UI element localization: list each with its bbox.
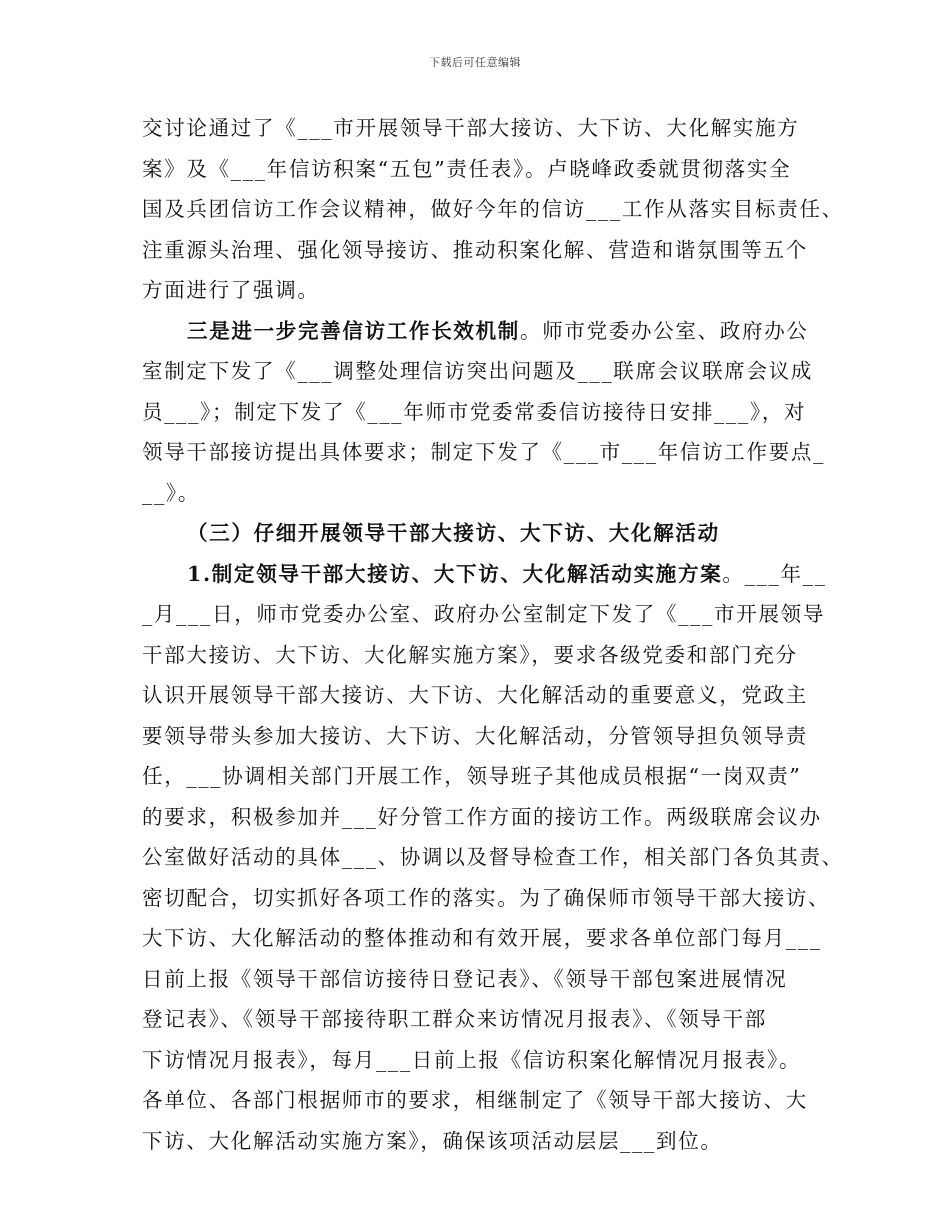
text-line: 国及兵团信访工作会议精神，做好今年的信访___工作从落实目标责任、 — [142, 197, 844, 221]
paragraph-first-line — [142, 554, 827, 595]
section-heading: （三）仔细开展领导干部大接访、大下访、大化解活动 — [187, 521, 720, 545]
bold-lead: 1.制定领导干部大接访、大下访、大化解活动实施方案 — [187, 561, 723, 586]
text-line: _月___日，师市党委办公室、政府办公室制定下发了《___市开展领导 — [142, 602, 826, 626]
text-line: 各单位、各部门根据师市的要求，相继制定了《领导干部大接访、大 — [142, 1088, 808, 1112]
text-line: 方面进行了强调。 — [142, 278, 320, 302]
paragraph-first-line — [142, 311, 816, 352]
page-header: 下载后可任意编辑 — [429, 56, 521, 69]
text-line: 注重源头治理、强化领导接访、推动积案化解、营造和谐氛围等五个 — [142, 237, 808, 262]
text-line: 认识开展领导干部大接访、大下访、大化解活动的重要意义，党政主 — [142, 683, 808, 707]
text-line: 下访情况月报表》，每月___日前上报《信访积案化解情况月报表》。 — [142, 1047, 802, 1072]
text-line: 交讨论通过了《___市开展领导干部大接访、大下访、大化解实施方 — [142, 116, 800, 140]
text-line: 公室做好活动的具体___、协调以及督导检查工作，相关部门各负其责、 — [142, 845, 844, 869]
text-line: 员___》；制定下发了《___年师市党委常委信访接待日安排___》，对 — [142, 399, 807, 424]
text-line: 室制定下发了《___调整处理信访突出问题及___联席会议联席会议成 — [142, 359, 814, 383]
text-line: 的要求，积极参加并___好分管工作方面的接访工作。两级联席会议办 — [142, 804, 822, 829]
text-line: 日前上报《领导干部信访接待日登记表》、《领导干部包案进展情况 — [142, 966, 788, 991]
text-run: 。___年__ — [722, 561, 827, 586]
text-line: __》。 — [142, 480, 201, 505]
document-body — [142, 108, 844, 1161]
text-line: 案》及《___年信访积案“五包”责任表》。卢晓峰政委就贯彻落实全 — [142, 156, 792, 181]
text-line: 干部大接访、大下访、大化解实施方案》，要求各级党委和部门充分 — [142, 642, 798, 667]
text-line: 领导干部接访提出具体要求；制定下发了《___市___年信访工作要点_ — [142, 440, 826, 464]
text-line: 大下访、大化解活动的整体推动和有效开展，要求各单位部门每月___ — [142, 926, 822, 950]
text-line: 密切配合，切实抓好各项工作的落实。为了确保师市领导干部大接访、 — [142, 885, 831, 910]
text-line: 要领导带头参加大接访、大下访、大化解活动，分管领导担负领导责 — [142, 723, 808, 748]
text-line: 下访、大化解活动实施方案》，确保该项活动层层___到位。 — [142, 1128, 723, 1153]
text-line: 登记表》、《领导干部接待职工群众来访情况月报表》、《领导干部 — [142, 1007, 767, 1031]
bold-lead: 三是进一步完善信访工作长效机制 — [187, 318, 520, 343]
text-run: 。师市党委办公室、政府办公 — [520, 318, 809, 343]
text-line: 任，___协调相关部门开展工作，领导班子其他成员根据“一岗双责” — [142, 764, 802, 788]
